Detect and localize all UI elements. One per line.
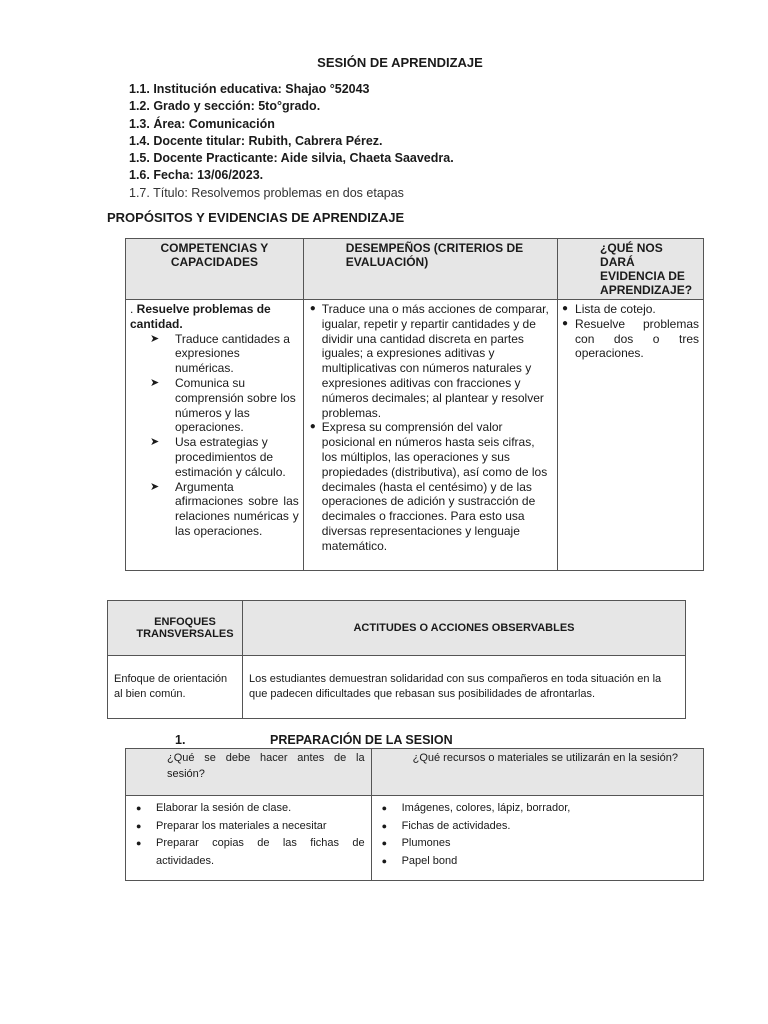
enfoques-table [107,600,686,719]
list-item: ➤ Argumenta afirmaciones sobre las relaciones numéricas y las operaciones. [150,479,299,538]
enfoque-cell: Enfoque de orientación al bien común. [108,656,243,719]
list-item: ● Preparar copias de las fichas de actividades. [136,837,365,867]
header-desempenos: DESEMPEÑOS (CRITERIOS DE EVALUACIÓN) [303,239,557,300]
round-bullet-icon: ● [381,820,388,831]
header-recursos: ¿Qué recursos o materiales se utilizarán en la sesión? [371,749,703,796]
header-antes: ¿Qué se debe hacer antes de la sesión? [126,749,372,796]
round-bullet-icon: ● [562,317,569,329]
list-item: ● Imágenes, colores, lápiz, borrador, [378,800,697,818]
antes-cell [126,796,372,881]
section-heading-propositos: PROPÓSITOS Y EVIDENCIAS DE APRENDIZAJE [107,210,405,225]
header-enfoques: ENFOQUES TRANSVERSALES [108,601,243,656]
evidencias-cell [558,300,704,571]
session-info-list [129,81,454,202]
list-item: ➤ Usa estrategias y procedimientos de estimación y cálculo. [150,435,286,479]
list-item: ● Fichas de actividades. [378,818,697,836]
list-item: ● Resuelve problemas con dos o tres operaciones. [562,316,699,361]
info-docente-practicante: 1.5. Docente Practicante: Aide silvia, Chaeta Saavedra. [129,151,454,166]
round-bullet-icon: ● [381,838,388,848]
list-item: ● Preparar los materiales a necesitar [132,818,365,836]
list-item: ● Traduce una o más acciones de comparar, igualar, repetir y repartir cantidades y de dividir una cantidad discreta en partes iguales; a expresiones aditivas y multiplicativas con números naturales y expresiones aditivas con fracciones y números decimales; al plantear y resolver problemas. [309,302,549,420]
round-bullet-icon: ● [381,803,388,813]
list-item: ● Lista de cotejo. [562,302,656,316]
round-bullet-icon: ● [381,855,388,866]
recursos-cell [371,796,703,881]
round-bullet-icon: ● [136,820,142,831]
list-item: ● Plumones [378,835,697,853]
round-bullet-icon: ● [562,303,569,314]
info-fecha: 1.6. Fecha: 13/06/2023. [129,168,264,183]
arrowhead-bullet-icon: ➤ [150,436,160,449]
table-header-row [126,239,704,300]
round-bullet-icon: ● [309,421,316,433]
competencias-cell [126,300,304,571]
list-item: ➤ Traduce cantidades a expresiones numéricas. [150,331,290,376]
table-header-row [126,749,704,796]
list-item: ● Papel bond [378,853,697,871]
round-bullet-icon: ● [136,803,142,813]
document-title: SESIÓN DE APRENDIZAJE [317,55,483,70]
list-item: ➤ Comunica su comprensión sobre los números y las operaciones. [150,375,296,435]
preparacion-table [125,748,704,881]
info-area: 1.3. Área: Comunicación [129,116,275,131]
round-bullet-icon: ● [309,303,316,314]
arrowhead-bullet-icon: ➤ [150,332,160,345]
arrowhead-bullet-icon: ➤ [150,480,160,493]
actitud-cell: Los estudiantes demuestran solidaridad con sus compañeros en toda situación en la que padecen dificultades que rebasan sus posibilidades de afrontarlas. [242,656,685,719]
table-row [126,300,704,571]
info-institucion: 1.1. Institución educativa: Shajao °52043 [129,82,370,96]
section-heading-preparacion: PREPARACIÓN DE LA SESION [270,733,453,747]
table-row [126,796,704,881]
arrowhead-bullet-icon: ➤ [150,376,160,389]
list-item: ● Elaborar la sesión de clase. [132,800,365,818]
round-bullet-icon: ● [136,838,142,848]
table-header-row [108,601,686,656]
competencia-title: . Resuelve problemas de cantidad. [130,302,271,331]
info-grado: 1.2. Grado y sección: 5to°grado. [129,99,321,114]
propositos-table [125,238,704,571]
info-docente-titular: 1.4. Docente titular: Rubith, Cabrera Pérez. [129,133,383,148]
desempenos-cell [303,300,557,571]
table-row [108,656,686,719]
header-evidencias: ¿QUÉ NOS DARÁ EVIDENCIA DE APRENDIZAJE? [558,239,704,300]
list-item: ● Expresa su comprensión del valor posicional en números hasta seis cifras, los múltiplos, las operaciones y sus propiedades (distributiva), así como de los decimales (hasta el centésimo) y de las operaciones de adición y sustracción de decimales o fracciones. Para esto usa diversas representaciones y lenguaje matemático. [309,420,548,553]
info-titulo: 1.7. Título: Resolvemos problemas en dos etapas [129,185,404,200]
header-actitudes: ACTITUDES O ACCIONES OBSERVABLES [242,601,685,656]
section-number: 1. [175,733,186,747]
header-competencias: COMPETENCIAS Y CAPACIDADES [126,239,304,300]
